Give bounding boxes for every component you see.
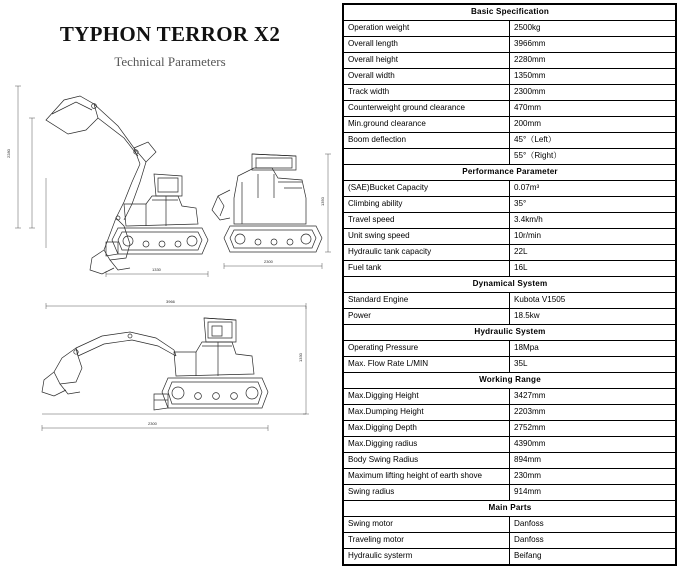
row-label: Counterweight ground clearance <box>344 101 510 117</box>
row-label: Unit swing speed <box>344 229 510 245</box>
row-label: Hydraulic systerm <box>344 549 510 565</box>
row-label: Fuel tank <box>344 261 510 277</box>
table-row <box>344 117 676 133</box>
table-row <box>344 261 676 277</box>
row-value: 2300mm <box>510 85 676 101</box>
row-label: Max.Digging Height <box>344 389 510 405</box>
row-value: 4390mm <box>510 437 676 453</box>
row-value: 3.4km/h <box>510 213 676 229</box>
row-value: 1350mm <box>510 69 676 85</box>
row-value: Beifang <box>510 549 676 565</box>
table-row <box>344 533 676 549</box>
row-label: Traveling motor <box>344 533 510 549</box>
specification-table-body <box>344 5 676 565</box>
row-value: Danfoss <box>510 533 676 549</box>
row-label: Max.Digging radius <box>344 437 510 453</box>
row-label: Boom deflection <box>344 133 510 149</box>
row-value: 35L <box>510 357 676 373</box>
svg-text:3966: 3966 <box>166 299 175 304</box>
row-value: 18.5kw <box>510 309 676 325</box>
page-title: TYPHON TERROR X2 <box>59 22 281 46</box>
section-title: Dynamical System <box>344 277 676 293</box>
row-label: Min.ground clearance <box>344 117 510 133</box>
row-value: 894mm <box>510 453 676 469</box>
table-row <box>344 421 676 437</box>
table-row <box>344 213 676 229</box>
section-title: Performance Parameter <box>344 165 676 181</box>
excavator-side-view-drawing <box>6 78 336 293</box>
specification-table-container <box>342 3 677 566</box>
table-row <box>344 453 676 469</box>
table-row <box>344 53 676 69</box>
row-label: Max.Digging Depth <box>344 421 510 437</box>
row-label: Maximum lifting height of earth shove <box>344 469 510 485</box>
table-section-header <box>344 277 676 293</box>
table-section-header <box>344 5 676 21</box>
row-label: Power <box>344 309 510 325</box>
row-value: Danfoss <box>510 517 676 533</box>
table-row <box>344 437 676 453</box>
row-label: Swing motor <box>344 517 510 533</box>
row-label: Body Swing Radius <box>344 453 510 469</box>
section-title: Hydraulic System <box>344 325 676 341</box>
table-row <box>344 133 676 149</box>
row-label: Max. Flow Rate L/MIN <box>344 357 510 373</box>
row-value: 55°（Right） <box>510 149 676 165</box>
table-row <box>344 309 676 325</box>
table-row <box>344 245 676 261</box>
svg-text:2280: 2280 <box>6 149 11 158</box>
section-title: Working Range <box>344 373 676 389</box>
title-block <box>0 22 340 70</box>
row-label: Track width <box>344 85 510 101</box>
row-value: 35° <box>510 197 676 213</box>
row-value: 470mm <box>510 101 676 117</box>
svg-text:2300: 2300 <box>148 421 157 426</box>
row-value: 2752mm <box>510 421 676 437</box>
row-label: Overall length <box>344 37 510 53</box>
row-value: 200mm <box>510 117 676 133</box>
table-section-header <box>344 501 676 517</box>
table-row <box>344 405 676 421</box>
table-row <box>344 69 676 85</box>
row-value: 22L <box>510 245 676 261</box>
table-section-header <box>344 165 676 181</box>
svg-text:2300: 2300 <box>264 259 273 264</box>
table-row <box>344 485 676 501</box>
table-section-header <box>344 325 676 341</box>
row-label: Overall width <box>344 69 510 85</box>
table-row <box>344 197 676 213</box>
row-label <box>344 149 510 165</box>
row-value: 2500kg <box>510 21 676 37</box>
row-label: Standard Engine <box>344 293 510 309</box>
table-row <box>344 149 676 165</box>
row-label: Climbing ability <box>344 197 510 213</box>
row-label: Overall height <box>344 53 510 69</box>
row-label: Max.Dumping Height <box>344 405 510 421</box>
table-section-header <box>344 373 676 389</box>
table-row <box>344 389 676 405</box>
row-value: 10r/min <box>510 229 676 245</box>
row-label: (SAE)Bucket Capacity <box>344 181 510 197</box>
svg-text:1330: 1330 <box>298 353 303 362</box>
table-row <box>344 21 676 37</box>
row-value: 2203mm <box>510 405 676 421</box>
row-value: 914mm <box>510 485 676 501</box>
row-label: Operation weight <box>344 21 510 37</box>
table-row <box>344 293 676 309</box>
row-value: 230mm <box>510 469 676 485</box>
row-label: Travel speed <box>344 213 510 229</box>
table-row <box>344 549 676 565</box>
table-row <box>344 85 676 101</box>
svg-text:1350: 1350 <box>320 197 325 206</box>
row-value: 3966mm <box>510 37 676 53</box>
section-title: Basic Specification <box>344 5 676 21</box>
row-value: 45°（Left） <box>510 133 676 149</box>
page-subtitle: Technical Parameters <box>114 54 226 69</box>
left-panel <box>0 0 340 454</box>
table-row <box>344 357 676 373</box>
section-title: Main Parts <box>344 501 676 517</box>
table-row <box>344 37 676 53</box>
specification-table <box>343 4 676 565</box>
row-value: Kubota V1505 <box>510 293 676 309</box>
excavator-working-range-drawing <box>6 296 336 448</box>
row-label: Hydraulic tank capacity <box>344 245 510 261</box>
row-value: 3427mm <box>510 389 676 405</box>
row-label: Operating Pressure <box>344 341 510 357</box>
row-label: Swing radius <box>344 485 510 501</box>
svg-text:1330: 1330 <box>152 267 161 272</box>
row-value: 0.07m³ <box>510 181 676 197</box>
table-row <box>344 101 676 117</box>
table-row <box>344 517 676 533</box>
table-row <box>344 469 676 485</box>
table-row <box>344 341 676 357</box>
row-value: 18Mpa <box>510 341 676 357</box>
row-value: 16L <box>510 261 676 277</box>
table-row <box>344 181 676 197</box>
table-row <box>344 229 676 245</box>
row-value: 2280mm <box>510 53 676 69</box>
